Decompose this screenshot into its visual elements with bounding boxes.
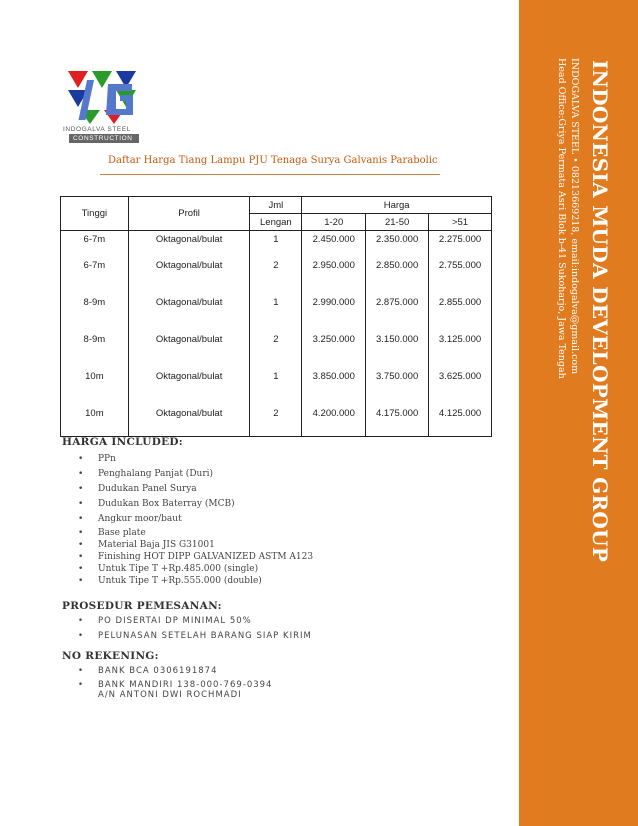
list-item: • Untuk Tipe T +Rp.485.000 (single) bbox=[62, 563, 313, 575]
cell-profil: Oktagonal/bulat bbox=[128, 254, 250, 291]
cell-price: 3.750.000 bbox=[366, 365, 429, 402]
list-item: • BANK MANDIRI 138-000-769-0394 bbox=[62, 679, 272, 691]
cell-tinggi: 6-7m bbox=[61, 231, 129, 255]
cell-jml: 2 bbox=[250, 254, 302, 291]
cell-jml: 1 bbox=[250, 231, 302, 255]
header-qty-over-51: >51 bbox=[429, 214, 492, 231]
table-row bbox=[61, 254, 492, 291]
list-item: • Base plate bbox=[62, 527, 313, 539]
header-tinggi: Tinggi bbox=[61, 197, 129, 231]
list-item: • PO DISERTAI DP MINIMAL 50% bbox=[62, 614, 312, 629]
cell-price: 3.150.000 bbox=[366, 328, 429, 365]
rekening-heading: NO REKENING: bbox=[62, 650, 159, 662]
cell-tinggi: 10m bbox=[61, 365, 129, 402]
title-underline bbox=[100, 174, 440, 175]
cell-jml: 2 bbox=[250, 402, 302, 437]
logo-text bbox=[63, 125, 139, 143]
cell-price: 4.125.000 bbox=[429, 402, 492, 437]
logo-line-2: CONSTRUCTION bbox=[69, 134, 139, 143]
table-row bbox=[61, 291, 492, 328]
cell-price: 2.875.000 bbox=[366, 291, 429, 328]
header-qty-21-50: 21-50 bbox=[366, 214, 429, 231]
price-table bbox=[60, 196, 492, 437]
cell-price: 3.250.000 bbox=[302, 328, 366, 365]
list-item: • Penghalang Panjat (Duri) bbox=[62, 467, 313, 482]
cell-price: 4.200.000 bbox=[302, 402, 366, 437]
cell-price: 3.625.000 bbox=[429, 365, 492, 402]
list-item: • PPn bbox=[62, 452, 313, 467]
header-lengan: Lengan bbox=[250, 214, 302, 231]
cell-price: 2.950.000 bbox=[302, 254, 366, 291]
list-item: • Finishing HOT DIPP GALVANIZED ASTM A123 bbox=[62, 551, 313, 563]
list-item: • Angkur moor/baut bbox=[62, 512, 313, 527]
cell-price: 3.850.000 bbox=[302, 365, 366, 402]
cell-jml: 1 bbox=[250, 291, 302, 328]
cell-profil: Oktagonal/bulat bbox=[128, 365, 250, 402]
cell-tinggi: 8-9m bbox=[61, 291, 129, 328]
logo-line-1: INDOGALVA STEEL bbox=[63, 126, 132, 133]
cell-price: 2.275.000 bbox=[429, 231, 492, 255]
prosedur-list bbox=[62, 614, 312, 644]
header-profil: Profil bbox=[128, 197, 250, 231]
account-holder: A/N ANTONI DWI ROCHMADI bbox=[98, 690, 242, 700]
table-row bbox=[61, 231, 492, 255]
table-row bbox=[61, 328, 492, 365]
cell-tinggi: 8-9m bbox=[61, 328, 129, 365]
cell-price: 3.125.000 bbox=[429, 328, 492, 365]
header-harga: Harga bbox=[302, 197, 492, 214]
cell-profil: Oktagonal/bulat bbox=[128, 402, 250, 437]
header-qty-1-20: 1-20 bbox=[302, 214, 366, 231]
document-title: Daftar Harga Tiang Lampu PJU Tenaga Surya Galvanis Parabolic bbox=[108, 155, 438, 166]
header-jml: Jml bbox=[250, 197, 302, 214]
cell-price: 2.450.000 bbox=[302, 231, 366, 255]
address-line: Head Office:Griya Permata Asri Blok b-41 Sukoharjo, Jawa Tengah bbox=[556, 58, 567, 379]
list-item: • PELUNASAN SETELAH BARANG SIAP KIRIM bbox=[62, 629, 312, 644]
included-heading: HARGA INCLUDED: bbox=[62, 436, 183, 448]
cell-profil: Oktagonal/bulat bbox=[128, 291, 250, 328]
cell-price: 2.755.000 bbox=[429, 254, 492, 291]
cell-price: 2.850.000 bbox=[366, 254, 429, 291]
contact-line: INDOGALVA STEEL • 08213669218, email:indogalva@gmail.com bbox=[569, 58, 580, 375]
cell-jml: 2 bbox=[250, 328, 302, 365]
table-row bbox=[61, 365, 492, 402]
cell-jml: 1 bbox=[250, 365, 302, 402]
prosedur-heading: PROSEDUR PEMESANAN: bbox=[62, 600, 222, 612]
cell-price: 2.350.000 bbox=[366, 231, 429, 255]
cell-profil: Oktagonal/bulat bbox=[128, 328, 250, 365]
table-row bbox=[61, 402, 492, 437]
rekening-list bbox=[62, 664, 272, 691]
included-list bbox=[62, 452, 313, 587]
list-item: • Untuk Tipe T +Rp.555.000 (double) bbox=[62, 575, 313, 587]
list-item: • Dudukan Box Baterray (MCB) bbox=[62, 497, 313, 512]
cell-tinggi: 6-7m bbox=[61, 254, 129, 291]
cell-price: 2.855.000 bbox=[429, 291, 492, 328]
list-item: • Dudukan Panel Surya bbox=[62, 482, 313, 497]
cell-price: 4.175.000 bbox=[366, 402, 429, 437]
cell-profil: Oktagonal/bulat bbox=[128, 231, 250, 255]
cell-price: 2.990.000 bbox=[302, 291, 366, 328]
cell-tinggi: 10m bbox=[61, 402, 129, 437]
logo-mark-icon bbox=[60, 66, 150, 126]
list-item: • BANK BCA 0306191874 bbox=[62, 664, 272, 679]
list-item: • Material Baja JIS G31001 bbox=[62, 539, 313, 551]
company-name: INDONESIA MUDA DEVELOPMENT GROUP bbox=[588, 60, 612, 563]
